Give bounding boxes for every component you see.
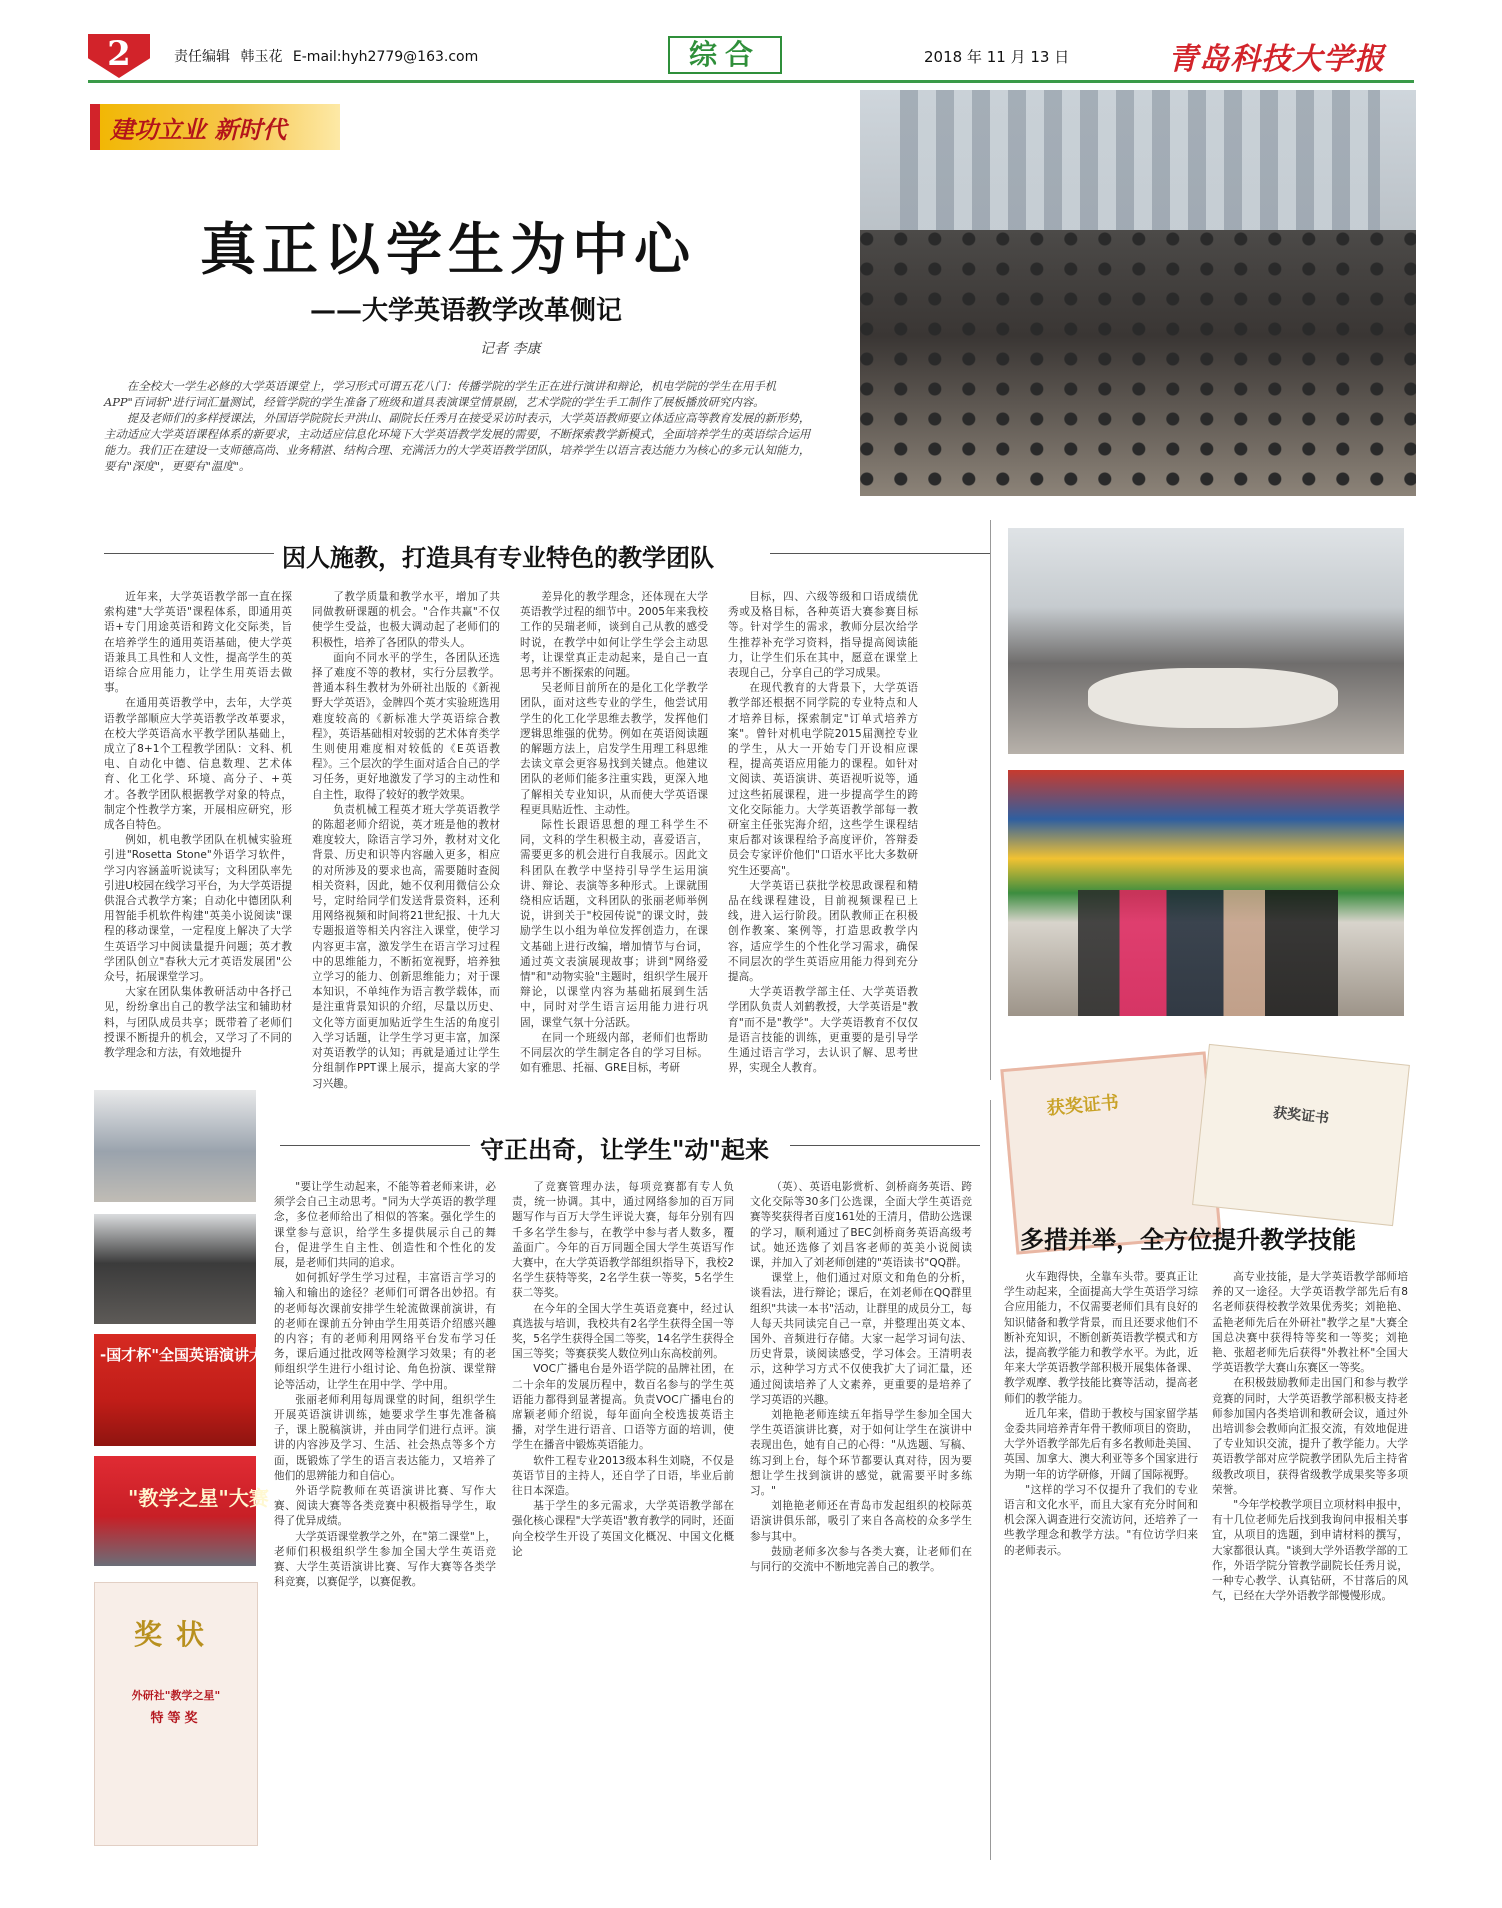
banner-text: 建功立业 新时代	[110, 115, 287, 144]
page-number: 2	[107, 34, 131, 74]
award-certificate-photo	[94, 1582, 258, 1846]
paragraph: 鼓励老师多次参与各类大赛，让老师们在与同行的交流中不断地完善自己的教学。	[750, 1545, 972, 1574]
paragraph: 火车跑得快，全靠车头带。要真正让学生动起来，全面提高大学生英语学习综合应用能力，不仅需要老师们具有良好的知识储备和教学背景，而且还要求他们不断补充知识，不断创新英语教学模式和方法，提高教学能力和教学水平。为此，近年来大学英语教学部积极开展集体备课、教学观摩、教学技能比赛等活动，提高老师们的教学能力。	[1004, 1271, 1198, 1405]
intro-paragraph: 在全校大一学生必修的大学英语课堂上，学习形式可谓五花八门：传播学院的学生正在进行演讲和辩论，机电学院的学生在用手机APP"百词斩"进行词汇量测试，经管学院的学生准备了班级和道具表演课堂情景剧，艺术学院的学生手工制作了展板播放研究内容。	[104, 379, 777, 409]
text-column	[728, 590, 918, 1076]
text-column	[512, 1180, 734, 1850]
flags-group-photo	[1008, 770, 1404, 1016]
section-title: 综合	[688, 38, 761, 71]
paragraph: 刘艳艳老师还在青岛市发起组织的校际英语演讲俱乐部，吸引了来自各高校的众多学生参与其中。	[750, 1500, 972, 1543]
article-headline: 真正以学生为中心	[200, 217, 696, 283]
intro-paragraph: 提及老师们的多样授课法，外国语学院院长尹洪山、副院长任秀月在接受采访时表示，大学英语教师要立体适应高等教育发展的新形势，主动适应大学英语课程体系的新要求，主动适应信息化环境下大学英语教学发展的需要，不断探索教学新模式，全面培养学生的英语综合运用能力。我们正在建设一支师德高尚、业务精湛、结构合理、充满活力的大学英语教学团队，培养学生以语言表达能力为核心的多元认知能力，要有"深度"，更要有"温度"。	[104, 411, 811, 473]
text-column	[750, 1180, 972, 1850]
teaching-star-photo	[94, 1456, 269, 1566]
column-divider	[990, 1100, 991, 1860]
paragraph: 基于学生的多元需求，大学英语教学部在强化核心课程"大学英语"教育教学的同时，还面向全校学生开设了英国文化概况、中国文化概论	[512, 1500, 734, 1558]
newspaper-name: 青岛科技大学报	[1168, 42, 1385, 77]
paragraph: 刘艳艳老师连续五年指导学生参加全国大学生英语演讲比赛，对于如何让学生在演讲中表现出色，她有自己的心得："从选题、写稿、练习到上台，每个环节都要认真对待，因为要想让学生找到演讲的感觉，就需要平时多练习。"	[750, 1409, 972, 1498]
paragraph: 如何抓好学生学习过程，丰富语言学习的输入和输出的途径？老师们可谓各出妙招。有的老师每次课前安排学生轮流做课前演讲，有的老师在课前五分钟由学生用英语介绍感兴趣的内容；有的老师利用网络平台发布学习任务，课后通过批改网等检测学习效果；有的老师组织学生进行小组讨论、角色扮演、课堂辩论等活动，让学生在用中学、学中用。	[274, 1272, 496, 1391]
publication-date: 2018 年 11 月 13 日	[924, 48, 1070, 66]
paragraph: 了教学质量和教学水平，增加了共同做教研课题的机会。"合作共赢"不仅使学生受益，也极大调动起了老师们的积极性，培养了各团队的带头人。	[312, 591, 500, 649]
section-heading-1: 因人施教，打造具有专业特色的教学团队	[282, 543, 714, 572]
section-rule	[104, 553, 274, 554]
paragraph: "这样的学习不仅提升了我们的专业语言和文化水平，而且大家有充分时间和机会深入调查进行交流访问，还培养了一些教学理念和教学方法。"有位访学归来的老师表示。	[1004, 1483, 1198, 1557]
section-heading-3: 多措并举，全方位提升教学技能	[1020, 1225, 1356, 1254]
article-subheadline: ——大学英语教学改革侧记	[310, 296, 623, 326]
article-intro	[104, 378, 816, 474]
paragraph: 在积极鼓励教师走出国门和参与教学竞赛的同时，大学英语教学部积极支持老师参加国内各类培训和教研会议，通过外出培训参会教师向汇报交流，有效地促进了专业知识交流，提升了教学能力。大学英语教学部对应学院教学团队先后主持省级教改项目，获得省级教学成果奖等多项荣誉。	[1212, 1377, 1408, 1496]
paragraph: 课堂上，他们通过对原文和角色的分析，谈看法，进行辩论；课后，在刘老师在QQ群里组织"共读一本书"活动，让群里的成员分工，每人每天共同读完自己一章，并整理出英文本、国外、音频进行存储。大家一起学习词句法、历史背景，谈阅读感受，学习体会。王清明表示，这种学习方式不仅使我扩大了词汇量，还通过阅读培养了人文素养，更重要的是培养了学习英语的兴趣。	[750, 1272, 972, 1406]
paragraph: 在现代教育的大背景下，大学英语教学部还根据不同学院的专业特点和人才培养目标，探索制定"订单式培养方案"。曾针对机电学院2015届测控专业的学生，从大一开始专门开设相应课程，提高英语应用能力的课程。如针对文阅读、英语演讲、英语视听说等，通过这些拓展课程，进一步提高学生的跨文化交际能力。大学英语教学部每一教研室主任张宪海介绍，这些学生课程结束后都对该课程给予高度评价，答辩委员会专家评价他们"口语水平比大多数研究生还要高"。	[728, 682, 918, 877]
paragraph: 在今年的全国大学生英语竞赛中，经过认真选拔与培训，我校共有2名学生获得全国一等奖，5名学生获得全国二等奖，14名学生获得全国三等奖；等赛获奖人数位列山东高校前列。	[512, 1302, 734, 1361]
text-column	[104, 590, 292, 1076]
masthead-rule	[88, 80, 1414, 83]
paragraph: 差异化的教学理念，还体现在大学英语教学过程的细节中。2005年来我校工作的吴瑞老师，谈到自己从教的感受时说，在教学中如何让学生学会主动思考，让课堂真正走动起来，是自己一直思考并不断探索的问题。	[520, 591, 708, 680]
paragraph: "今年学校教学项目立项材料申报中，有十几位老师先后找到我询问申报相关事宜，从项目的选题，到申请材料的撰写，大家都很认真。"谈到大学外语教学部的工作，外语学院分管教学副院长任秀月说，一种专心教学、认真钻研，不甘落后的风气，已经在大学外语教学部慢慢形成。	[1212, 1499, 1408, 1603]
text-column	[312, 590, 500, 1090]
paragraph: 张丽老师利用每周课堂的时间，组织学生开展英语演讲训练，她要求学生事先准备稿子，课上脱稿演讲，并由同学们进行点评。演讲的内容涉及学习、生活、社会热点等多个方面，既锻炼了学生的语言表达能力，又培养了他们的思辨能力和自信心。	[274, 1393, 496, 1482]
group-of-people	[1078, 890, 1338, 1016]
paragraph: 高专业技能，是大学英语教学部师培养的又一途径。大学英语教学部先后有8名老师获得校教学效果优秀奖；刘艳艳、孟艳老师先后在外研社"教学之星"大赛全国总决赛中获得特等奖和一等奖；刘艳艳、张超老师先后获得"外教社杯"全国大学英语教学大赛山东赛区一等奖。	[1212, 1271, 1408, 1375]
editor-email: E-mail:hyh2779@163.com	[292, 49, 479, 65]
paragraph: 大学英语教学部主任、大学英语教学团队负责人刘鹤教授，大学英语是"教育"而不是"教学"。大学英语教育不仅仅是语言技能的训练，更重要的是引导学生通过语言学习，去认识了解、思考世界，实现全人教育。	[728, 986, 918, 1075]
award-line: 外研社"教学之星"	[131, 1689, 221, 1702]
column-divider	[990, 520, 991, 1080]
text-column	[1212, 1270, 1408, 1850]
classroom-photo	[94, 1090, 256, 1202]
paragraph: VOC广播电台是外语学院的品牌社团，在二十余年的发展历程中，数百名参与的学生英语能力都得到显著提高。负责VOC广播电台的席颖老师介绍说，每年面向全校选拔英语主播，对学生进行语音、口语等方面的培训，使学生在播音中锻炼英语能力。	[512, 1363, 734, 1452]
text-column	[274, 1180, 496, 1850]
paragraph: 大家在团队集体教研活动中各抒己见，纷纷拿出自己的教学法宝和辅助材料，与团队成员共享；既带着了老师们授课不断提升的机会，又学习了不同的教学理念和方法，有效地提升	[104, 986, 292, 1060]
teaching-star-caption: "教学之星"大赛	[128, 1486, 269, 1510]
paragraph: 软件工程专业2013级本科生刘晓，不仅是英语节目的主持人，还自学了日语，毕业后前往日本深造。	[512, 1454, 734, 1498]
certificate-title: 获奖证书	[1045, 1092, 1120, 1120]
paragraph: 在同一个班级内部，老师们也帮助不同层次的学生制定各自的学习目标。如有雅思、托福、GRE目标，考研	[520, 1031, 708, 1075]
award-line: 特等奖	[150, 1711, 202, 1726]
text-column	[520, 590, 708, 1076]
editor-name: 韩玉花	[240, 49, 283, 65]
group-photo	[860, 90, 1416, 496]
crowd-of-teachers	[860, 230, 1416, 496]
student-group-photo	[94, 1214, 256, 1324]
masthead	[88, 34, 1414, 78]
meeting-photo	[1008, 528, 1404, 754]
paragraph: 近年来，大学英语教学部一直在探索构建"大学英语"课程体系，即通用英语+专门用途英语和跨文化交际类，旨在培养学生的通用英语基础，使大学英语兼具工具性和人文性，提高学生的英语综合应用能力，让学生用英语去做事。	[104, 591, 292, 695]
paragraph: 大学英语已获批学校思政课程和精品在线课程建设，目前视频课程已上线，进入运行阶段。团队教师正在积极创作教案、案例等，打造思政教学内容，适应学生的个性化学习需求，确保不同层次的学生英语应用能力得到充分提高。	[728, 879, 918, 984]
paragraph: 大学英语课堂教学之外，在"第二课堂"上，老师们积极组织学生参加全国大学生英语竞赛、大学生英语演讲比赛、写作大赛等各类学科竞赛，以赛促学，以赛促教。	[274, 1530, 496, 1589]
certificate-white	[1192, 1044, 1410, 1226]
section-rule	[790, 1145, 980, 1146]
editor-label: 责任编辑	[174, 49, 230, 65]
paragraph: 例如，机电教学团队在机械实验班引进"Rosetta Stone"外语学习软件，学习内容涵盖听说读写；文科团队率先引进U校园在线学习平台，为大学英语提供混合式教学方案；自动化中德团队利用智能手机软件构建"英美小说阅读"课程的移动课堂，一定程度上解决了大学生英语学习中阅读量提升问题；英才教学团队创立"春秋大元才英语发展团"公众号，拓展课堂学习。	[104, 834, 292, 984]
certificate-title: 获奖证书	[1272, 1105, 1330, 1127]
paragraph: 在通用英语教学中，去年，大学英语教学部顺应大学英语教学改革要求，在校大学英语高水平教学团队基础上，成立了8+1个工程教学团队：文科、机电、自动化中德、信息数理、艺术体育、化工化学、环境、高分子、+英才。各教学团队根据教学对象的特点，制定个性教学方案，开展相应研究，形成各自特色。	[104, 697, 292, 832]
paragraph: 面向不同水平的学生，各团队还选择了难度不等的教材，实行分层教学。普通本科生教材为外研社出版的《新视野大学英语》，金牌四个英才实验班选用难度较高的《新标准大学英语综合教程》，英语基础相对较弱的艺术体育类学生则使用难度相对较低的《E英语教程》。三个层次的学生面对适合自己的学习任务，更好地激发了学习的主动性和自主性，取得了较好的教学效果。	[312, 651, 500, 801]
section-rule	[280, 1145, 470, 1146]
text-column	[1004, 1270, 1198, 1850]
paragraph: 外语学院教师在英语演讲比赛、写作大赛、阅读大赛等各类竞赛中积极指导学生，取得了优异成绩。	[274, 1485, 496, 1528]
paragraph: 际性长跟语思想的理工科学生不同，文科的学生积极主动，喜爱语言，需要更多的机会进行自我展示。因此文科团队在教学中坚持引导学生运用演讲、辩论、表演等多种形式。上课就围绕相应话题，文科团队的张丽老师举例说，讲到关于"校园传说"的课文时，鼓励学生以小组为单位发挥创造力，在课文基础上进行改编，增加情节与台词，通过英文表演展现故事；讲到"网络爱情"和"动物实验"主题时，组织学生展开辩论，以课堂内容为基础拓展到生活中，同时对学生语言运用能力进行巩固，课堂气氛十分活跃。	[520, 819, 708, 1029]
section-rule	[770, 553, 990, 554]
paragraph: （英）、英语电影赏析、剑桥商务英语、跨文化交际等30多门公选课，全面大学生英语竞赛等奖获得者百度161处的王清月，借助公选课的学习，顺利通过了BEC剑桥商务英语高级考试。她还选修了刘昌客老师的英美小说阅读课，并加入了刘老师创建的"英语读书"QQ群。	[750, 1181, 972, 1270]
award-title: 奖状	[133, 1618, 218, 1651]
article-byline: 记者 李康	[480, 341, 541, 357]
paragraph: 近几年来，借助于教校与国家留学基金委共同培养青年骨干教师项目的资助，大学外语教学部先后有多名教师赴美国、英国、加拿大、澳大利亚等多个国家进行为期一年的访学研修，开阔了国际视野。	[1004, 1407, 1198, 1481]
speech-contest-caption: -国才杯"全国英语演讲大赛	[100, 1346, 280, 1364]
speech-contest-photo	[94, 1334, 280, 1446]
meeting-table	[1088, 668, 1338, 728]
column-banner	[90, 104, 340, 150]
editor-line	[174, 46, 484, 66]
paragraph: 了竞赛管理办法，每项竞赛都有专人负责，统一协调。其中，通过网络参加的百万同题写作与百万大学生评说大赛，每年分别有四千多名学生参与，在教学中参与者人数多，覆盖面广。今年的百万同题全国大学生英语写作大赛中，在大学英语教学部组织指导下，我校2名学生获特等奖，2名学生获一等奖，5名学生获二等奖。	[512, 1181, 734, 1300]
section-heading-2: 守正出奇，让学生"动"起来	[480, 1135, 770, 1164]
paragraph: 吴老师目前所在的是化工化学教学团队，面对这些专业的学生，他尝试用学生的化工化学思维去教学，发挥他们逻辑思维强的优势。例如在英语阅读题的解题方法上，启发学生用理工科思维去读文章会更容易找到关键点。他建议团队的老师们能多注重实践，更深入地了解相关专业知识，从而使大学英语课程更具贴近性、主动性。	[520, 682, 708, 816]
paragraph: 负责机械工程英才班大学英语教学的陈超老师介绍说，英才班是他的教材难度较大，除语言学习外，教材对文化背景、历史和识等内容融入更多，相应的对所涉及的要求也高，需要随时查阅相关资料，因此，她不仅利用微信公众号，定时给同学们发送背景资料，还利用网络视频和时间将21世纪报、十九大专题报道等相关内容注入课堂，使学习内容更丰富，激发学生在语言学习过程中的思维能力，不断拓宽视野，培养独立学习的能力、创新思维能力；对于课本知识，不单纯作为语言教学载体，而是注重背景知识的介绍，尽量以历史、文化等方面更加贴近学生生活的角度引入学习话题，让学生学习更丰富，加深对英语教学的认知；再就是通过让学生分组制作PPT课上展示，提高大家的学习兴趣。	[312, 803, 500, 1090]
paragraph: 目标，四、六级等级和口语成绩优秀或及格目标，各种英语大赛参赛目标等。针对学生的需求，教师分层次给学生推荐补充学习资料，指导提高阅读能力，让学生们乐在其中，愿意在课堂上表现自己，分享自己的学习成果。	[728, 591, 918, 680]
section-label-box	[668, 36, 782, 74]
paragraph: "要让学生动起来，不能等着老师来讲，必须学会自己主动思考。"同为大学英语的教学理念，多位老师给出了相似的答案。强化学生的课堂参与意识，给学生多提供展示自己的舞台，促进学生自主性、创造性和个性化的发展，是老师们共同的追求。	[274, 1181, 496, 1270]
